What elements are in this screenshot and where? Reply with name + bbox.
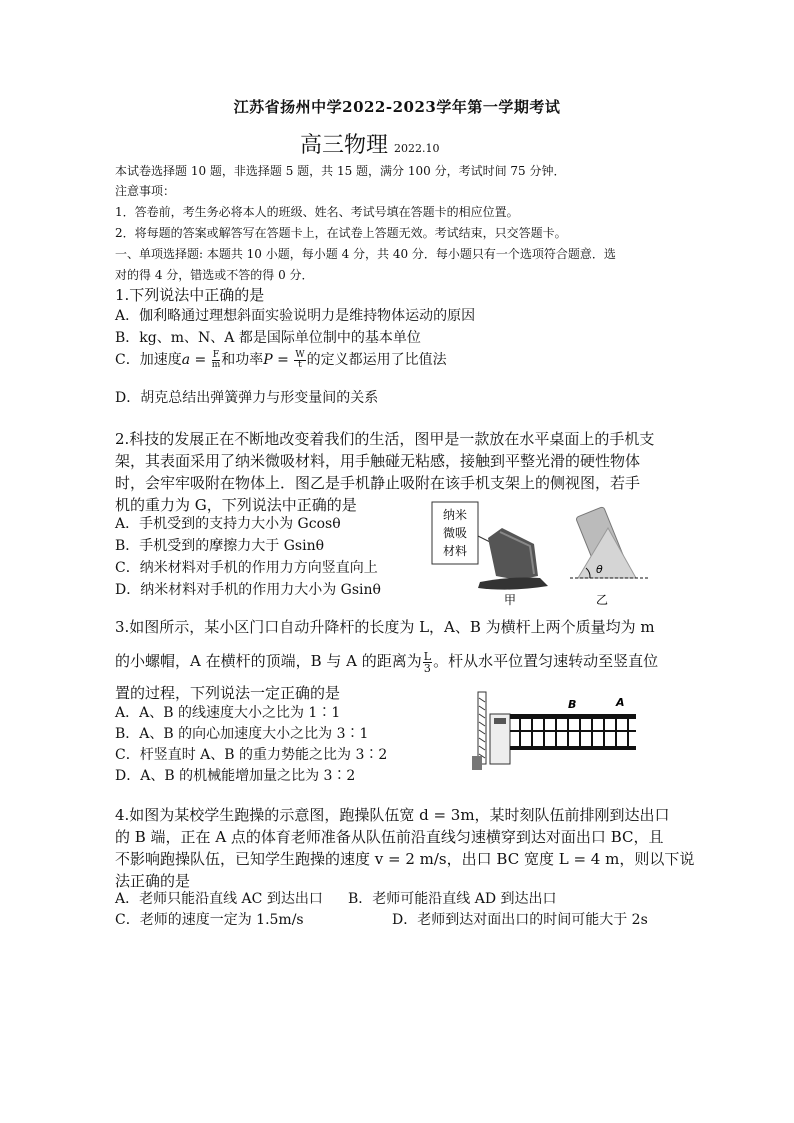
q1-c-middle: 和功率 [221, 352, 264, 368]
q1-option-a: A．伽利略通过理想斜面实验说明力是维持物体运动的原因 [115, 308, 476, 324]
q4-option-b: B．老师可能沿直线 AD 到达出口 [348, 891, 557, 907]
fence-slats [520, 719, 628, 746]
section-heading-2: 对的得 4 分，错选或不答的得 0 分． [115, 268, 314, 282]
q2-stem-line3: 时，会牢牢吸附在物体上．图乙是手机静止吸附在该手机支架上的侧视图，若手 [115, 474, 641, 492]
notes-title: 注意事项： [115, 184, 176, 198]
frac-num: W [295, 349, 305, 360]
q3-barrier-gate-figure [468, 688, 638, 776]
frac-den: t [298, 359, 302, 370]
q4-stem-line4: 法正确的是 [115, 872, 191, 890]
label-line-2: 微吸 [442, 526, 468, 540]
q4-option-c: C．老师的速度一定为 1.5m/s [115, 912, 304, 928]
gate-box-top [494, 718, 506, 724]
upper-arm [510, 714, 636, 719]
section-heading-1: 一、单项选择题: 本题共 10 小题，每小题 4 分，共 40 分．每小题只有一个选项符合题意．选 [115, 247, 616, 261]
exam-title: 江苏省扬州中学2022-2023学年第一学期考试 [233, 98, 561, 116]
q4-stem-line1: 4.如图为某校学生跑操的示意图，跑操队伍宽 d = 3m，某时刻队伍前排刚到达出口 [115, 806, 670, 824]
label-b: B [568, 698, 577, 711]
q1-c-p-symbol: P [263, 352, 273, 368]
q1-c-fraction-fm [212, 351, 221, 370]
vertical-pole [478, 692, 486, 764]
figure-label-jia: 甲 [503, 593, 517, 607]
q4-option-a: A．老师只能沿直线 AC 到达出口 [115, 891, 323, 907]
q1-c-eq1: = [190, 352, 211, 368]
q3-option-a: A．A、B 的线速度大小之比为 1∶1 [115, 705, 341, 721]
q2-option-c: C．纳米材料对手机的作用力方向竖直向上 [115, 560, 378, 576]
frac-den: m [211, 359, 221, 370]
label-a: A [616, 696, 625, 709]
stand-jia-base [478, 578, 548, 590]
q2-option-b: B．手机受到的摩擦力大于 Gsinθ [115, 538, 325, 554]
middle-rail [510, 730, 636, 732]
q1-option-c [115, 350, 447, 370]
q1-stem: 1.下列说法中正确的是 [115, 286, 265, 304]
q1-c-eq2: = [272, 352, 294, 368]
q2-option-a: A．手机受到的支持力大小为 Gcosθ [115, 516, 341, 532]
q1-c-suffix: 的定义都运用了比值法 [306, 352, 447, 368]
note-1: 1．答卷前，考生务必将本人的班级、姓名、考试号填在答题卡的相应位置。 [115, 205, 519, 219]
q3-fraction-l3 [423, 651, 432, 674]
frac-num: F [212, 349, 220, 360]
subject-text: 高三物理 [300, 133, 389, 158]
exam-date: 2022.10 [394, 142, 440, 155]
pole-base [472, 756, 482, 770]
q2-stem-line1: 2.科技的发展正在不断地改变着我们的生活，图甲是一款放在水平桌面上的手机支 [115, 430, 655, 448]
label-line-1: 纳米 [442, 508, 468, 522]
q1-option-b: B．kg、m、N、A 都是国际单位制中的基本单位 [115, 330, 421, 346]
frac-num: L [423, 649, 432, 663]
label-line-3: 材料 [442, 544, 468, 558]
q1-c-prefix: C．加速度 [115, 352, 182, 368]
q4-stem-line3: 不影响跑操队伍，已知学生跑操的速度 v = 2 m/s，出口 BC 宽度 L = 4 m，则以下说 [115, 850, 695, 868]
q3-option-c: C．杆竖直时 A、B 的重力势能之比为 3∶2 [115, 747, 388, 763]
q1-c-fraction-wt [294, 351, 305, 370]
q1-option-d: D．胡克总结出弹簧弹力与形变量间的关系 [115, 390, 379, 406]
q3-stem-line1: 3.如图所示，某小区门口自动升降杆的长度为 L，A、B 为横杆上两个质量均为 m [115, 618, 655, 636]
intro-line: 本试卷选择题 10 题，非选择题 5 题，共 15 题，满分 100 分，考试时间 75 分钟． [115, 164, 566, 178]
q2-stem-line4: 机的重力为 G，下列说法中正确的是 [115, 496, 357, 514]
q4-stem-line2: 的 B 端，正在 A 点的体育老师准备从队伍前沿直线匀速横穿到达对面出口 BC，且 [115, 828, 664, 846]
q3-option-d: D．A、B 的机械能增加量之比为 3∶2 [115, 768, 356, 784]
q3-option-b: B．A、B 的向心加速度大小之比为 3∶1 [115, 726, 369, 742]
q4-option-d: D．老师到达对面出口的时间可能大于 2s [392, 912, 648, 928]
exam-subject [300, 128, 440, 159]
note-2: 2．将每题的答案或解答写在答题卡上，在试卷上答题无效。考试结束，只交答题卡。 [115, 226, 567, 240]
q1-c-a-symbol: a [181, 352, 191, 368]
q3-stem-line3: 置的过程，下列说法一定正确的是 [115, 684, 341, 702]
q3-stem-line2 [115, 650, 658, 674]
q3-l2-suffix: 。杆从水平位置匀速转动至竖直位 [433, 652, 659, 670]
q2-stem-line2: 架，其表面采用了纳米微吸材料，用手触碰无粘感，接触到平整光滑的硬性物体 [115, 452, 641, 470]
figure-label-yi: 乙 [595, 593, 609, 607]
frac-den: 3 [423, 661, 431, 675]
theta-label: θ [596, 563, 603, 576]
q2-phone-stand-figure [430, 498, 660, 610]
q3-l2-prefix: 的小螺帽，A 在横杆的顶端，B 与 A 的距离为 [115, 652, 422, 670]
lower-arm [510, 746, 636, 750]
q2-option-d: D．纳米材料对手机的作用力大小为 Gsinθ [115, 582, 381, 598]
